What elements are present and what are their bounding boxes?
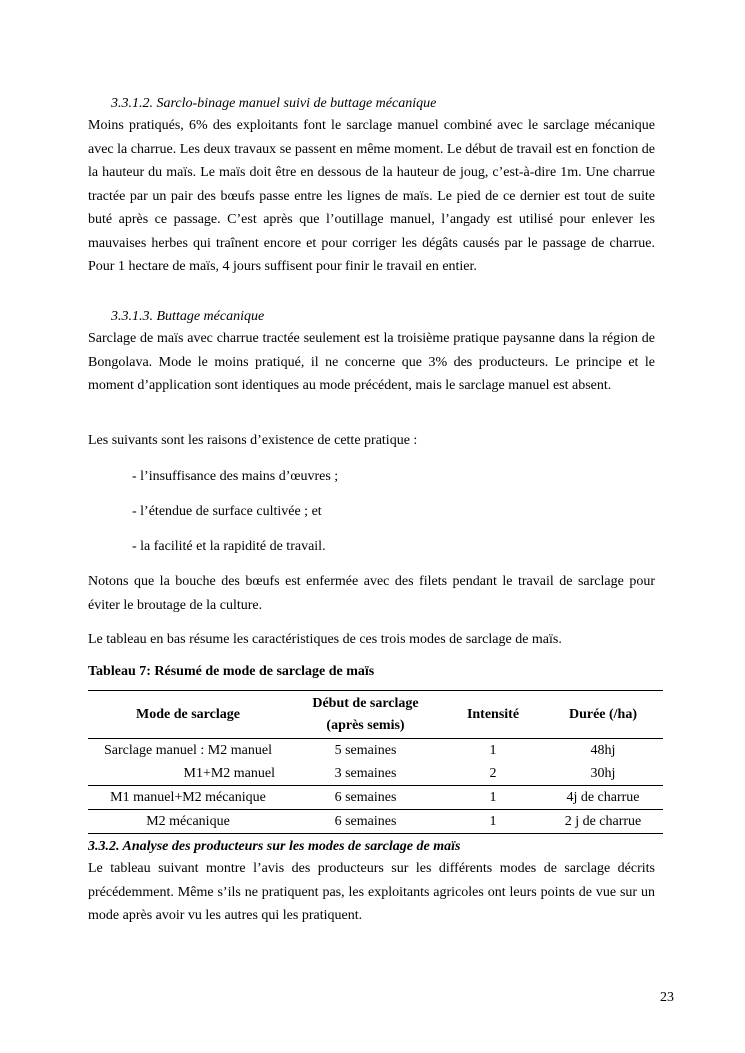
header-intensite: Intensité	[443, 691, 543, 739]
paragraph-analyse: Le tableau suivant montre l’avis des producteurs sur les différents modes de sarclage décrits précédemment. Même s’ils ne pratiquent pas, les exploitants agricoles ont leurs points de vue sur un mode après avoir vu les autres qui les pratiquent.	[88, 861, 655, 923]
header-debut	[288, 691, 443, 739]
table-row	[88, 786, 663, 810]
cell-mode: Sarclage manuel : M2 manuel	[104, 743, 272, 758]
paragraph-buttage: Sarclage de maïs avec charrue tractée seulement est la troisième pratique paysanne dans la région de Bongolava. Mode le moins pratiqué, il ne concerne que 3% des producteurs. Le principe et le moment d’application sont identiques au mode précédent, mais le sarclage manuel est absent.	[88, 331, 655, 393]
section-heading-3-3-2: 3.3.2. Analyse des producteurs sur les modes de sarclage de maïs	[88, 839, 461, 854]
table-intro: Le tableau en bas résume les caractéristiques de ces trois modes de sarclage de maïs.	[88, 632, 562, 647]
cell-mode: M2 mécanique	[88, 810, 288, 834]
cell-debut: 5 semaines	[334, 743, 397, 758]
cell-debut: 6 semaines	[288, 810, 443, 834]
cell-duree: 4j de charrue	[543, 786, 663, 810]
table-header-row	[88, 691, 663, 739]
section-heading-3-3-1-3: 3.3.1.3. Buttage mécanique	[111, 309, 265, 324]
reasons-intro: Les suivants sont les raisons d’existence de cette pratique :	[88, 433, 418, 448]
header-mode: Mode de sarclage	[88, 691, 288, 739]
header-debut-line1: Début de sarclage	[312, 695, 419, 711]
table-caption: Tableau 7: Résumé de mode de sarclage de maïs	[88, 664, 375, 679]
reason-item: - l’insuffisance des mains d’œuvres ;	[132, 469, 339, 484]
cell-debut: 3 semaines	[334, 766, 397, 781]
cell-intensite: 1	[489, 743, 497, 758]
header-duree: Durée (/ha)	[543, 691, 663, 739]
cell-duree: 48hj	[590, 743, 616, 758]
cell-duree: 2 j de charrue	[543, 810, 663, 834]
cell-duree: 30hj	[590, 766, 616, 781]
section-heading-3-3-1-2: 3.3.1.2. Sarclo-binage manuel suivi de buttage mécanique	[111, 96, 437, 111]
paragraph-sarclo-binage: Moins pratiqués, 6% des exploitants font le sarclage manuel combiné avec le sarclage mécanique avec la charrue. Les deux travaux se passent en même moment. Le début de travail est en fonction de la hauteur du maïs. Le maïs doit être en dessous de la hauteur de joug, c’est-à-dire 1m. Une charrue tractée par un pair des bœufs passe entre les lignes de maïs. Le pied de ce dernier est tout de suite buté après ce passage. C’est après que l’outillage manuel, l’angady est utilisé pour enlever les mauvaises herbes qui traînent encore et pour corriger les dégâts causés par le passage de charrue. Pour 1 hectare de maïs, 4 jours suffisent pour finir le travail en entier.	[88, 118, 655, 274]
table-row	[88, 762, 663, 786]
cell-debut: 6 semaines	[288, 786, 443, 810]
table-row	[88, 810, 663, 834]
reason-item: - la facilité et la rapidité de travail.	[132, 539, 326, 554]
cell-mode: M1+M2 manuel	[183, 766, 275, 781]
cell-intensite: 1	[443, 810, 543, 834]
table-row	[88, 739, 663, 763]
page-number: 23	[660, 990, 674, 1005]
header-debut-line2: (après semis)	[326, 717, 405, 733]
sarclage-summary-table	[88, 690, 663, 834]
cell-intensite: 2	[489, 766, 497, 781]
reason-item: - l’étendue de surface cultivée ; et	[132, 504, 322, 519]
paragraph-note: Notons que la bouche des bœufs est enfermée avec des filets pendant le travail de sarclage pour éviter le broutage de la culture.	[88, 574, 655, 613]
cell-intensite: 1	[443, 786, 543, 810]
cell-mode: M1 manuel+M2 mécanique	[88, 786, 288, 810]
